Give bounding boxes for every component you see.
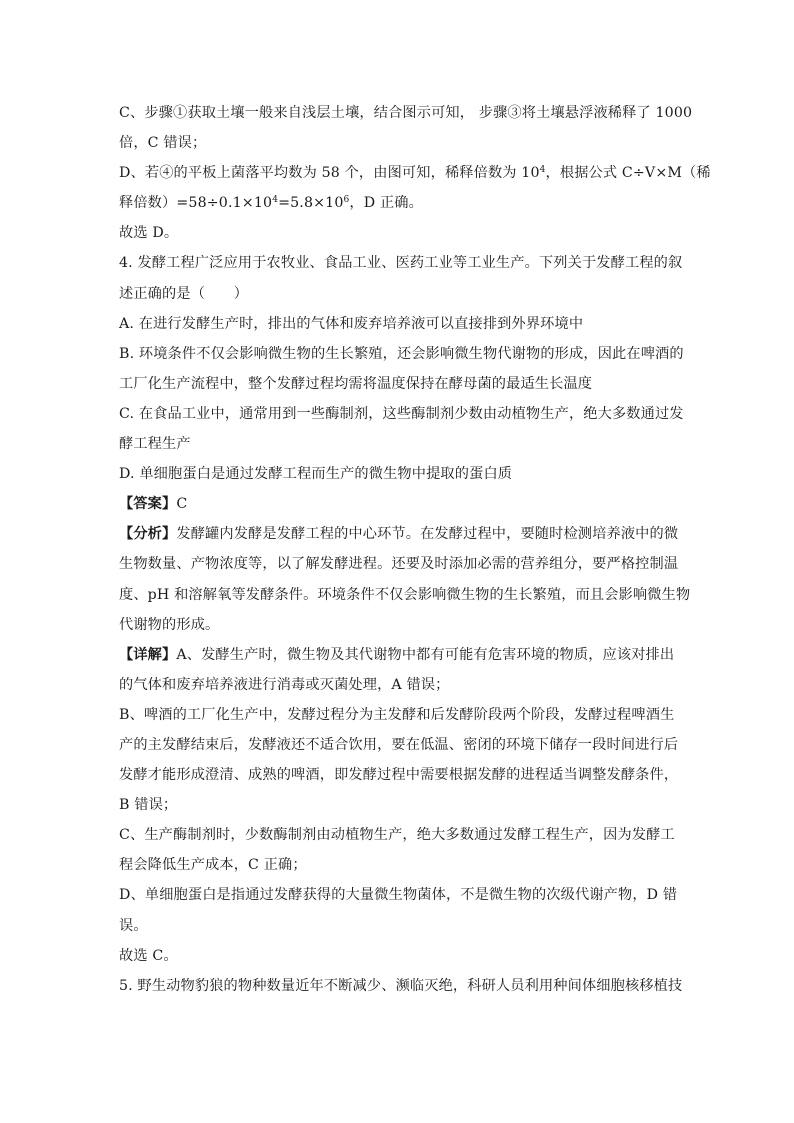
question-4-analysis-line2: 生物数量、产物浓度等，以了解发酵进程。还要及时添加必需的营养组分，要严格控制温 xyxy=(119,556,679,573)
question-4-analysis-line1: 【分析】发酵罐内发酵是发酵工程的中心环节。在发酵过程中，要随时检测培养液中的微 xyxy=(119,526,679,543)
question-4-analysis-line4: 代谢物的形成。 xyxy=(119,616,220,633)
question-4-stem-line2: 述正确的是（ ） xyxy=(119,285,249,302)
question-4-option-b-line1: B. 环境条件不仅会影响微生物的生长繁殖，还会影响微生物代谢物的形成，因此在啤酒的 xyxy=(119,345,684,362)
question-4-option-a: A. 在进行发酵生产时，排出的气体和废弃培养液可以直接排到外界环境中 xyxy=(119,315,584,332)
question-4-detail-b-line2: 产的主发酵结束后，发酵液还不适合饮用，要在低温、密闭的环境下储存一段时间进行后 xyxy=(119,736,679,753)
prev-conclusion: 故选 D。 xyxy=(119,225,179,242)
question-4-detail-c-line2: 程会降低生产成本，C 正确； xyxy=(119,857,307,874)
question-4-detail-b-line4: B 错误； xyxy=(119,797,178,814)
detail-label: 【详解】 xyxy=(119,646,177,663)
question-4-detail-a-line2: 的气体和废弃培养液进行消毒或灭菌处理，A 错误； xyxy=(119,676,450,693)
question-4-detail-b-line1: B、啤酒的工厂化生产中，发酵过程分为主发酵和后发酵阶段两个阶段，发酵过程啤酒生 xyxy=(119,706,675,723)
question-4-option-c-line1: C. 在食品工业中，通常用到一些酶制剂，这些酶制剂少数由动植物生产，绝大多数通过发 xyxy=(119,405,684,422)
prev-option-c-explanation-line2: 倍，C 错误； xyxy=(119,135,207,152)
document-page xyxy=(119,98,711,1001)
question-4-detail-d-line1: D、单细胞蛋白是指通过发酵获得的大量微生物菌体，不是微生物的次级代谢产物，D 错 xyxy=(119,887,678,904)
prev-option-d-explanation-line1: D、若④的平板上菌落平均数为 58 个，由图可知，稀释倍数为 $10^4$，根据公式 C÷V×M（稀 xyxy=(119,165,711,182)
question-4-conclusion: 故选 C。 xyxy=(119,947,178,964)
question-4-answer xyxy=(119,489,677,519)
question-4-stem-line1: 4. 发酵工程广泛应用于农牧业、食品工业、医药工业等工业生产。下列关于发酵工程的叙 xyxy=(119,255,683,272)
answer-label: 【答案】 xyxy=(119,496,177,513)
question-4-detail-c-line1: C、生产酶制剂时，少数酶制剂由动植物生产，绝大多数通过发酵工程生产，因为发酵工 xyxy=(119,827,675,844)
prev-option-c-explanation-line1: C、步骤①获取土壤一般来自浅层土壤，结合图示可知， 步骤③将土壤悬浮液稀释了 1000 xyxy=(119,105,693,121)
answer-value: C xyxy=(176,496,188,513)
prev-option-d-explanation-line2: 释倍数）$=58\div 0.1\times 10^4=5.8\times 10^6$，D 正确。 xyxy=(119,195,423,212)
question-4-option-b-line2: 工厂化生产流程中，整个发酵过程均需将温度保持在酵母菌的最适生长温度 xyxy=(119,375,593,392)
analysis-label: 【分析】 xyxy=(119,526,177,543)
question-4-detail-b-line3: 发酵才能形成澄清、成熟的啤酒，即发酵过程中需要根据发酵的进程适当调整发酵条件， xyxy=(119,767,679,784)
question-5-stem-line1: 5. 野生动物豹狼的物种数量近年不断减少、濒临灭绝，科研人员利用种间体细胞核移植技 xyxy=(119,977,683,994)
question-4-analysis-line3: 度、pH 和溶解氧等发酵条件。环境条件不仅会影响微生物的生长繁殖，而且会影响微生物 xyxy=(119,586,691,603)
question-4-detail-a-line1: 【详解】A、发酵生产时，微生物及其代谢物中都有可能有危害环境的物质，应该对排出 xyxy=(119,646,675,663)
question-4-option-c-line2: 酵工程生产 xyxy=(119,436,191,453)
question-4-detail-d-line2: 误。 xyxy=(119,917,148,934)
question-4-option-d: D. 单细胞蛋白是通过发酵工程而生产的微生物中提取的蛋白质 xyxy=(119,466,513,483)
